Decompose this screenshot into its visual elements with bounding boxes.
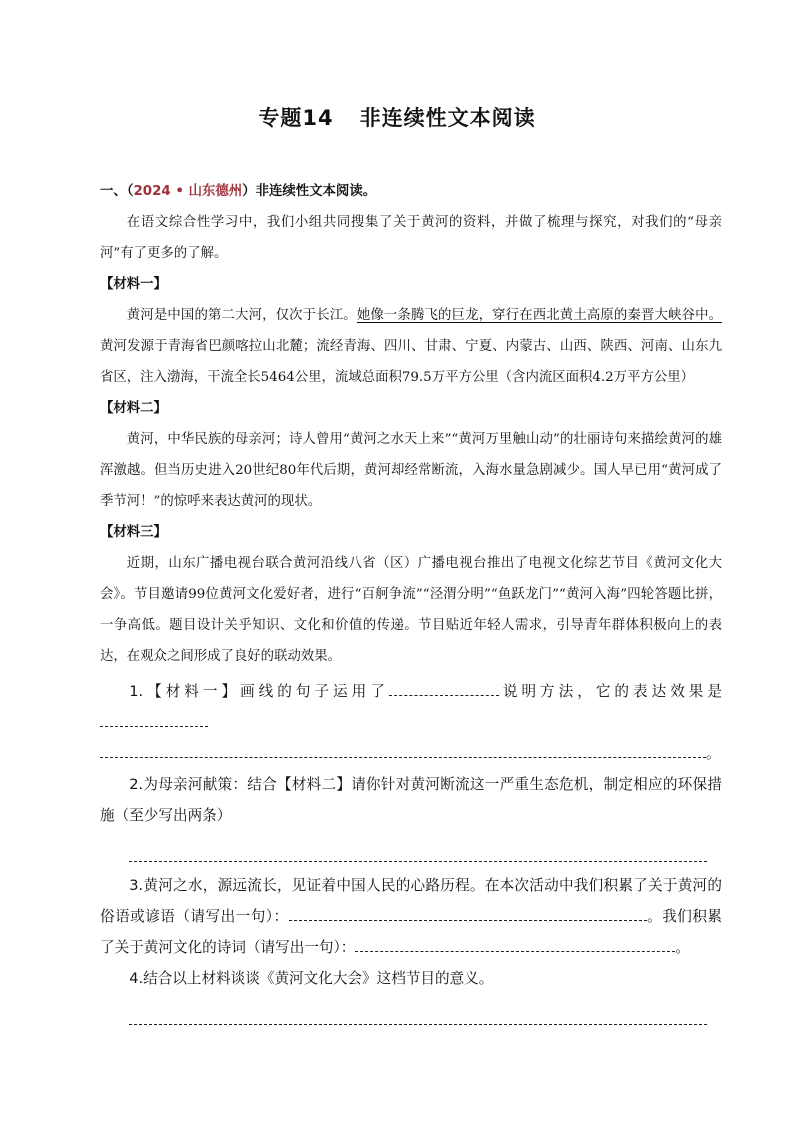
- material1-text-before: 黄河是中国的第二大河，仅次于长江。: [126, 308, 357, 323]
- answer-blank-3b[interactable]: [355, 933, 675, 952]
- page-title: [0, 102, 794, 132]
- question-1-end: 。: [706, 745, 721, 762]
- title-topic-number: 专题14: [258, 106, 334, 130]
- material1-paragraph: [100, 300, 722, 393]
- title-topic-name: 非连续性文本阅读: [359, 106, 536, 130]
- question-3-end: 。: [675, 939, 690, 956]
- answer-blank-1a[interactable]: [389, 677, 499, 696]
- answer-line-4[interactable]: [129, 1002, 707, 1025]
- material1-text-after: 黄河发源于青海省巴颜喀拉山北麓；流经青海、四川、甘肃、宁夏、内蒙古、山西、陕西、河南、山东九省区，注入渤海，干流全长5464公里，流域总面积79.5万平方公里（含内流区面积4.2万平方公里）: [100, 339, 722, 385]
- material1-label: 【材料一】: [100, 277, 167, 292]
- intro-paragraph: 在语文综合性学习中，我们小组共同搜集了关于黄河的资料，并做了梳理与探究，对我们的“母亲河”有了更多的了解。: [100, 215, 722, 261]
- question-1: [100, 676, 722, 738]
- material3-paragraph: 近期，山东广播电视台联合黄河沿线八省（区）广播电视台推出了电视文化综艺节目《黄河文化大会》。节目邀请99位黄河文化爱好者，进行“百舸争流”“泾渭分明”“鱼跃龙门”“黄河入海”四轮答题比拼，一争高低。题目设计关乎知识、文化和价值的传递。节目贴近年轻人需求，引导青年群体积极向上的表达，在观众之间形成了良好的联动效果。: [100, 556, 722, 664]
- question-3-text-b: 。我们积累了关于黄河文化的诗词（请写出一句）：: [100, 908, 722, 956]
- question-heading-suffix: ）非连续性文本阅读。: [242, 184, 377, 199]
- question-2: 2.为母亲河献策：结合【材料二】请你针对黄河断流这一严重生态危机，制定相应的环保措施（至少写出两条）: [100, 776, 722, 824]
- question-1-text-a: 1.【材料一】画线的句子运用了: [129, 683, 389, 700]
- question-1-continuation: [100, 738, 722, 769]
- material3-label: 【材料三】: [100, 525, 167, 540]
- question-1-text-b: 说明方法，它的表达效果是: [498, 683, 722, 700]
- question-3: [100, 870, 722, 963]
- material2-paragraph: 黄河，中华民族的母亲河；诗人曾用“黄河之水天上来”“黄河万里触山动”的壮丽诗句来描绘黄河的雄浑激越。但当历史进入20世纪80年代后期，黄河却经常断流，入海水量急剧减少。国人早已用“黄河成了季节河！”的惊呼来表达黄河的现状。: [100, 432, 722, 509]
- material2-label: 【材料二】: [100, 401, 167, 416]
- questions-section: [100, 676, 722, 1025]
- question-heading: [100, 176, 722, 207]
- question-3-text-a: 3.黄河之水，源远流长，见证着中国人民的心路历程。在本次活动中我们积累了关于黄河的俗语或谚语（请写出一句）：: [100, 877, 722, 925]
- question-heading-prefix: 一、（: [100, 184, 134, 199]
- question-4: 4.结合以上材料谈谈《黄河文化大会》这档节目的意义。: [129, 970, 494, 987]
- answer-line-2[interactable]: [129, 839, 707, 862]
- answer-blank-3a[interactable]: [289, 902, 647, 921]
- question-source: 2024 • 山东德州: [133, 184, 243, 199]
- answer-blank-1c[interactable]: [100, 739, 706, 758]
- material1-underlined-sentence: 她像一条腾飞的巨龙，穿行在西北黄土高原的秦晋大峡谷中。: [356, 308, 723, 323]
- answer-blank-1b[interactable]: [100, 708, 208, 727]
- document-body: [100, 176, 722, 1025]
